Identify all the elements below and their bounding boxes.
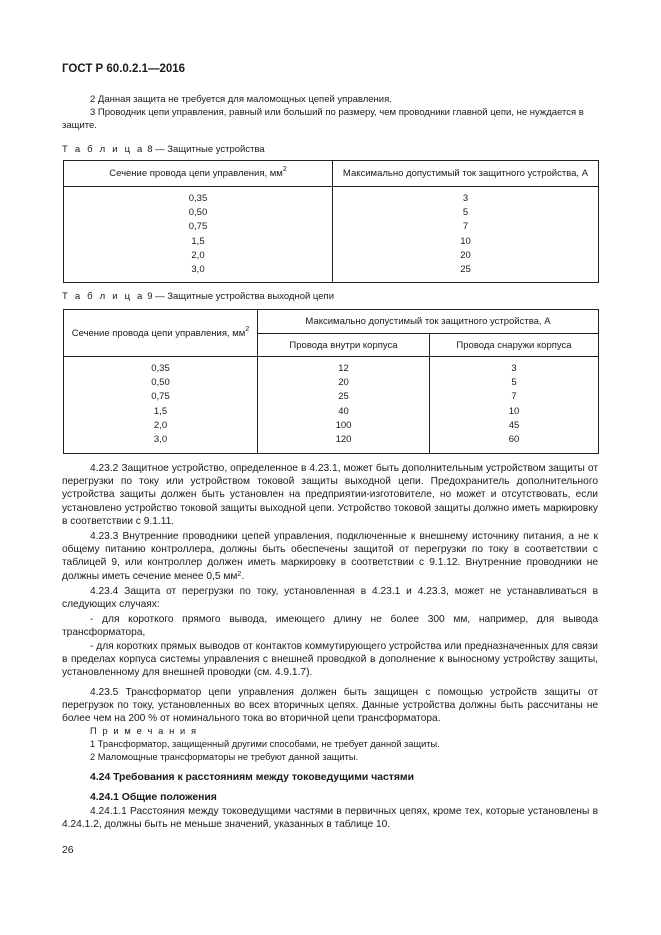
page-number: 26 [62, 845, 74, 856]
paragraph-4-24-1-1: 4.24.1.1 Расстояния между токоведущими частями в первичных цепях, кроме тех, которые установлены в 4.24.1.2, должны быть не меньше значений, указанных в таблице 10. [62, 806, 598, 831]
table9-title: 9 — Защитные устройства выходной цепи [147, 291, 335, 302]
table9-caption [62, 291, 334, 302]
subsection-heading: 4.24.1 Общие положения [90, 792, 217, 803]
table8-col2-values: 3 5 7 10 20 25 [333, 187, 599, 283]
table9-sub2-header: Провода снаружи корпуса [430, 334, 599, 357]
table-9 [63, 309, 599, 454]
table9-label: Т а б л и ц а [62, 291, 145, 302]
section-heading: 4.24 Требования к расстояниям между токоведущими частями [90, 772, 415, 783]
table9-group-header: Максимально допустимый ток защитного устройства, А [258, 310, 599, 334]
table8-caption [62, 144, 265, 155]
paragraph-4-23-5: 4.23.5 Трансформатор цепи управления должен быть защищен с помощью устройств защиты от перегрузок по току, установленных во всех вторичных цепях. Данные устройства должны быть рассчитаны не более чем на 200 % от номинального тока во вторичной цепи трансформатора. [62, 687, 598, 725]
table9-sub1-header: Провода внутри корпуса [258, 334, 430, 357]
table8-col1-header: Сечение провода цепи управления, $мм^2$ [64, 161, 333, 187]
paragraph-4-23-4-item-b: - для коротких прямых выводов от контактов коммутирующего устройства или предназначенных для связи в пределах корпуса системы управления с внешней проводкой в дополнение к выносному устройству защиты, установленному для внешней проводки (см. 4.9.1.7). [62, 641, 598, 679]
table8-label: Т а б л и ц а [62, 144, 145, 155]
table9-col1-values: 0,35 0,50 0,75 1,5 2,0 3,0 [64, 357, 258, 454]
paragraph-4-23-2: 4.23.2 Защитное устройство, определенное в 4.23.1, может быть дополнительным устройством защиты от перегрузки по току или устройством токовой защиты выходной цепи. Предохранитель дополнительного устройства защиты должен быть установлен на предприятии-изготовителе, но может и отсутствовать, если установлено устройство токовой защиты выходной цепи. Устройство токовой защиты должно иметь маркировку в соответствии с 9.1.11. [62, 463, 598, 527]
note-bottom-1: 1 Трансформатор, защищенный другими способами, не требует данной защиты. [90, 739, 440, 749]
paragraph-4-23-4-item-a: - для короткого прямого вывода, имеющего длину не более 300 мм, например, для вывода трансформатора, [62, 614, 598, 639]
table8-col1-values: 0,35 0,50 0,75 1,5 2,0 3,0 [64, 187, 333, 283]
document-header: ГОСТ Р 60.0.2.1—2016 [62, 63, 186, 75]
paragraph-4-23-3: 4.23.3 Внутренние проводники цепей управления, подключенные к внешнему источнику питания, а не к общему питанию контроллера, должны быть обеспечены защитой от перегрузки по току в соответствии с таблицей 9, или контроллер должен иметь маркировку в соответствии с 9.1.12. Внутренние проводники не должны иметь сечение менее 0,5 $мм^2$. [62, 531, 598, 582]
notes-title: П р и м е ч а н и я [90, 726, 198, 736]
table9-col3-values: 3 5 7 10 45 60 [430, 357, 599, 454]
note-bottom-2: 2 Маломощные трансформаторы не требуют данной защиты. [90, 752, 359, 762]
table9-col1-header: Сечение провода цепи управления, $мм^2$ [64, 310, 258, 357]
table8-col2-header: Максимально допустимый ток защитного устройства, А [333, 161, 599, 187]
note-3: 3 Проводник цепи управления, равный или больший по размеру, чем проводники главной цепи, не нуждается в защите. [62, 107, 584, 131]
table-8 [63, 160, 599, 283]
table8-title: 8 — Защитные устройства [147, 144, 265, 155]
table9-col2-values: 12 20 25 40 100 120 [258, 357, 430, 454]
paragraph-4-23-4: 4.23.4 Защита от перегрузки по току, установленная в 4.23.1 и 4.23.3, может не устанавливаться в следующих случаях: [62, 586, 598, 611]
note-2: 2 Данная защита не требуется для маломощных цепей управления. [90, 94, 392, 105]
